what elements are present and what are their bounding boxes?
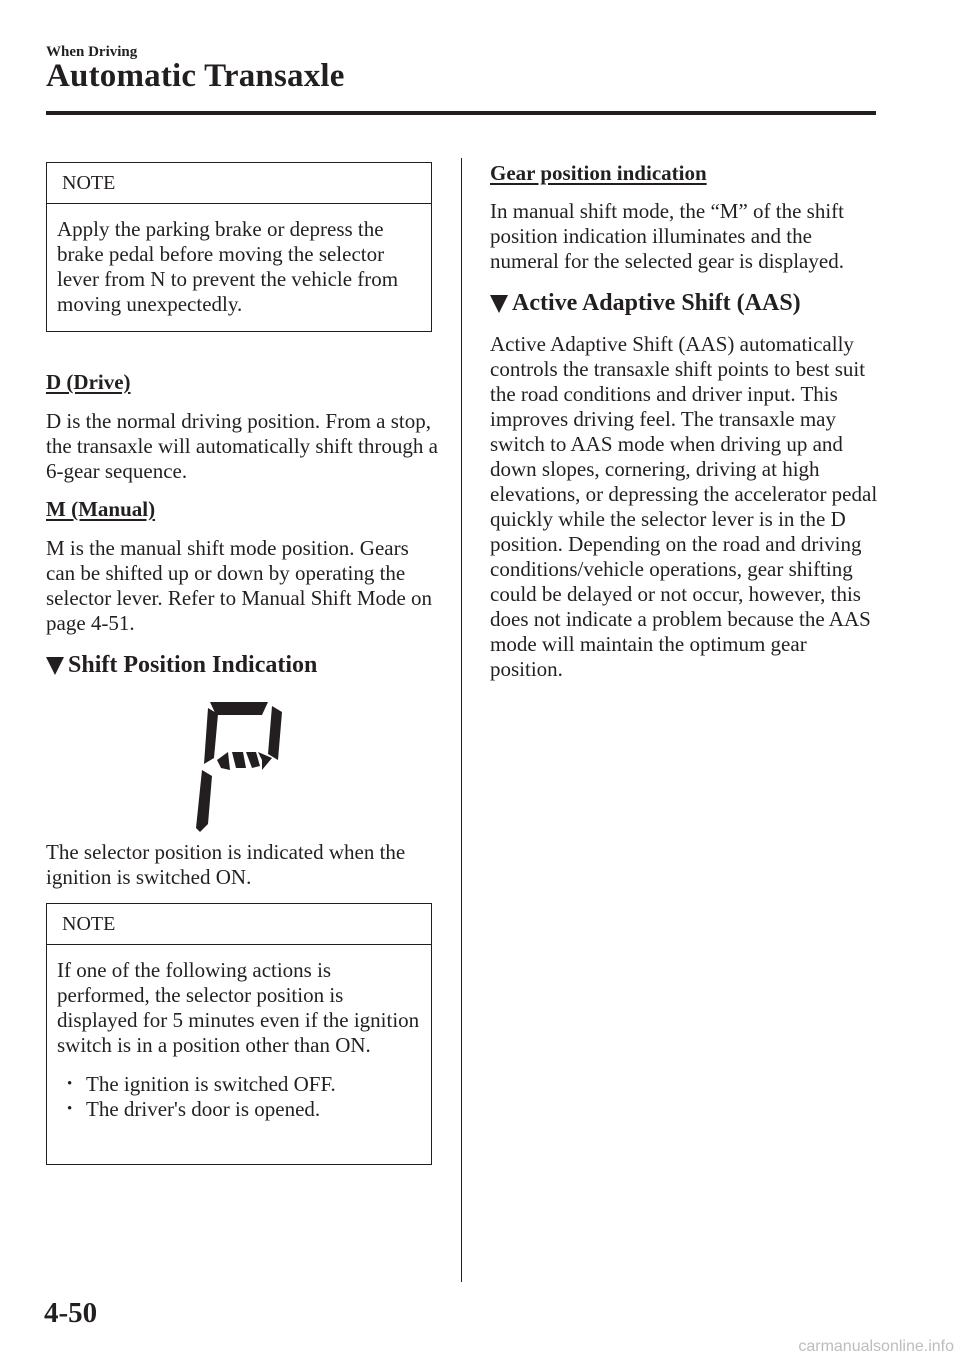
note-paragraph: If one of the following actions is performed, the selector position is displayed for 5 minutes even if the ignition switch is in a position other than ON. xyxy=(57,958,420,1057)
manual-heading: M (Manual) xyxy=(46,497,156,521)
title-rule xyxy=(46,111,876,115)
watermark: carmanualsonline.info xyxy=(798,1338,954,1355)
note-text: Apply the parking brake or depress the brake pedal before moving the selector lever from N to prevent the vehicle from moving unexpectedly. xyxy=(57,217,399,316)
note-bullet-list xyxy=(57,1072,421,1122)
manual-text: M is the manual shift mode position. Gears can be shifted up or down by operating the selector lever. Refer to Manual Shift Mode on page 4-51. xyxy=(46,536,433,635)
chapter-title: Automatic Transaxle xyxy=(46,58,345,94)
shift-indication-heading-text: Shift Position Indication xyxy=(68,652,318,678)
aas-heading xyxy=(490,290,801,317)
triangle-bullet-icon xyxy=(490,295,508,313)
shift-indication-text: The selector position is indicated when the ignition is switched ON. xyxy=(46,840,406,889)
note-label: NOTE xyxy=(47,904,431,945)
drive-heading: D (Drive) xyxy=(46,370,131,394)
note-text xyxy=(47,945,431,1122)
triangle-bullet-icon xyxy=(46,657,64,675)
note-bullet-item: • The ignition is switched OFF. xyxy=(57,1072,421,1097)
gear-position-display-P-icon xyxy=(190,700,290,835)
column-divider xyxy=(461,158,462,1282)
gear-position-text: In manual shift mode, the “M” of the shift position indication illuminates and the numeral for the selected gear is displayed. xyxy=(490,199,844,273)
note-box-display xyxy=(46,903,432,1165)
aas-text: Active Adaptive Shift (AAS) automatically controls the transaxle shift points to best suit the road conditions and driver input. This improves driving feel. The transaxle may switch to AAS mode when driving up and down slopes, cornering, driving at high elevations, or depressing the accelerator pedal quickly while the selector lever is in the D position. Depending on the road and driving conditions/vehicle operations, gear shifting could be delayed or not occur, however, this does not indicate a problem because the AAS mode will maintain the optimum gear position. xyxy=(490,332,878,681)
note-bullet-item: • The driver's door is opened. xyxy=(57,1097,421,1122)
section-label: When Driving xyxy=(46,44,138,60)
gear-position-heading: Gear position indication xyxy=(490,161,707,185)
note-box-parking xyxy=(46,162,432,332)
shift-indication-heading xyxy=(46,652,317,679)
aas-heading-text: Active Adaptive Shift (AAS) xyxy=(512,290,801,316)
note-label: NOTE xyxy=(47,163,431,204)
page-number: 4-50 xyxy=(44,1297,98,1329)
drive-text: D is the normal driving position. From a stop, the transaxle will automatically shift through a 6-gear sequence. xyxy=(46,409,438,483)
